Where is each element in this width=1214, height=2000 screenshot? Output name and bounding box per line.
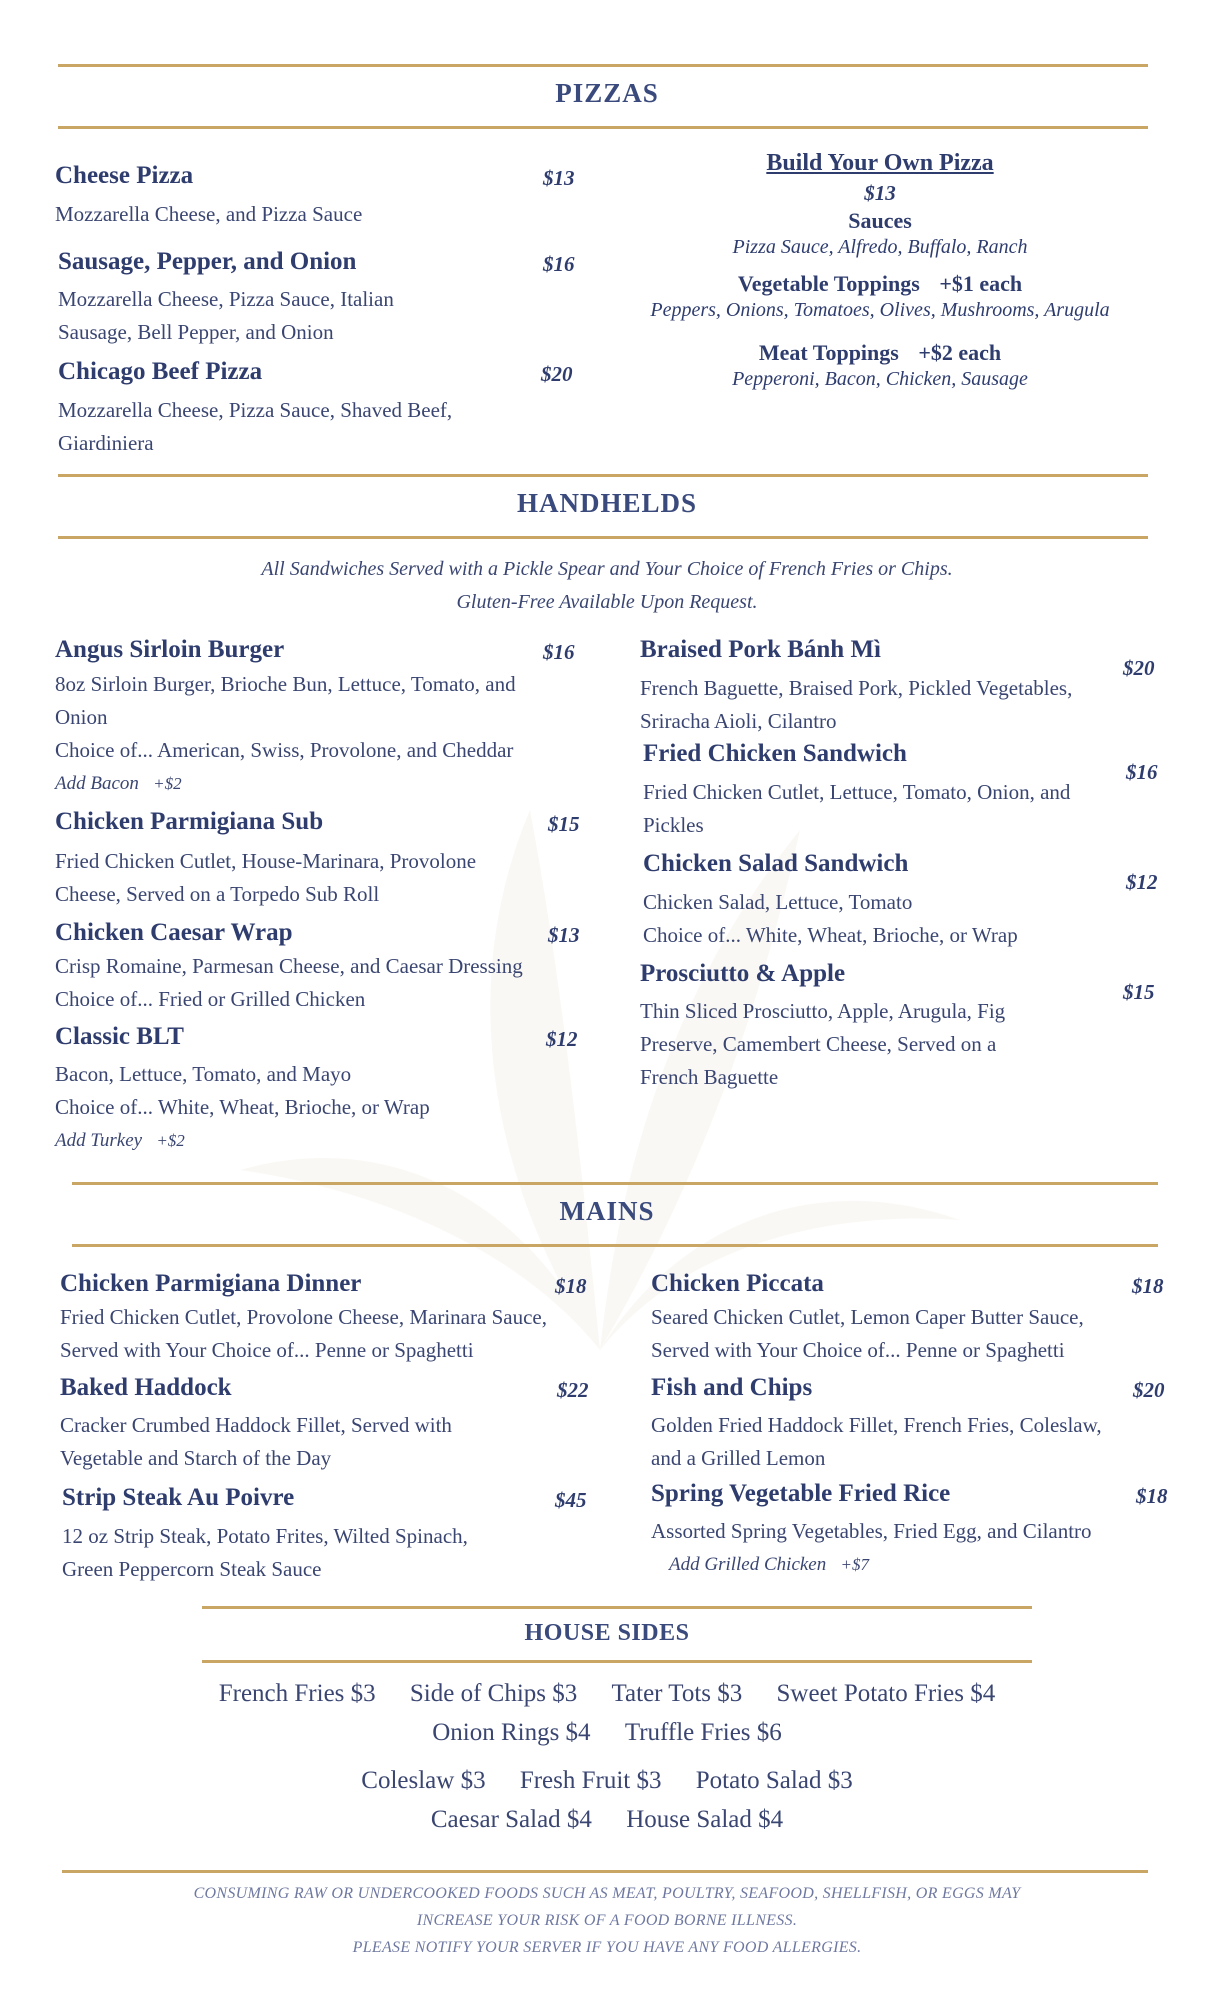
menu-item-name: Spring Vegetable Fried Rice <box>651 1480 951 1507</box>
menu-item-desc: French Baguette, Braised Pork, Pickled Vegetables, Sriracha Aioli, Cilantro <box>640 676 1073 733</box>
menu-item-name: Baked Haddock <box>60 1374 232 1401</box>
menu-item-name: Classic BLT <box>55 1023 184 1050</box>
divider <box>202 1660 1032 1663</box>
menu-item-price: $18 <box>1132 1274 1164 1298</box>
side-item: Sweet Potato Fries $4 <box>776 1680 996 1707</box>
menu-item-price: $13 <box>543 166 575 190</box>
side-item: Coleslaw $3 <box>361 1767 486 1794</box>
allergy-disclaimer: CONSUMING RAW OR UNDERCOOKED FOODS SUCH AS MEAT, POULTRY, SEAFOOD, SHELLFISH, OR EGGS MAY INCREASE YOUR RISK OF A FOOD BORNE ILLNESS. PLEASE NOTIFY YOUR SERVER IF YOU HAVE ANY FOOD ALLERGIES. <box>193 1885 1021 1956</box>
divider <box>58 474 1148 477</box>
sides-row <box>0 1680 1214 1708</box>
menu-item-name: Chicago Beef Pizza <box>58 358 263 385</box>
divider <box>72 1182 1158 1185</box>
build-your-own-panel <box>620 150 1140 391</box>
menu-item-price: $15 <box>548 812 580 836</box>
menu-item-desc: Golden Fried Haddock Fillet, French Fries, Coleslaw, and a Grilled Lemon <box>651 1413 1102 1470</box>
menu-item-desc: Fried Chicken Cutlet, House-Marinara, Provolone Cheese, Served on a Torpedo Sub Roll <box>55 849 477 906</box>
handhelds-note: All Sandwiches Served with a Pickle Spear and Your Choice of French Fries or Chips. Gluten-Free Available Upon Request. <box>261 558 953 613</box>
menu-item-name: Prosciutto & Apple <box>640 960 846 987</box>
sides-row <box>0 1719 1214 1747</box>
divider <box>62 1870 1148 1873</box>
menu-item-price: $18 <box>555 1274 587 1298</box>
menu-item-name: Strip Steak Au Poivre <box>62 1484 295 1511</box>
menu-item-desc: Mozzarella Cheese, Pizza Sauce, Italian Sausage, Bell Pepper, and Onion <box>58 287 394 344</box>
side-item: Fresh Fruit $3 <box>519 1767 662 1794</box>
menu-item-price: $16 <box>1126 760 1158 784</box>
byo-meat-price: +$2 each <box>918 340 1002 365</box>
section-title-pizzas: PIZZAS <box>555 78 659 108</box>
byo-veg-price: +$1 each <box>939 271 1023 296</box>
menu-item-desc: 8oz Sirloin Burger, Brioche Bun, Lettuce, Tomato, and Onion Choice of... American, Swiss, Provolone, and Cheddar Add Bacon +$2 <box>55 672 516 794</box>
menu-item-price: $16 <box>543 640 575 664</box>
byo-sauces-label: Sauces <box>848 208 912 233</box>
byo-sauces: Pizza Sauce, Alfredo, Buffalo, Ranch <box>732 236 1028 258</box>
menu-item-desc: Chicken Salad, Lettuce, Tomato Choice of... White, Wheat, Brioche, or Wrap <box>643 890 1018 947</box>
divider <box>72 1244 1158 1247</box>
side-item: Side of Chips $3 <box>409 1680 578 1707</box>
menu-item-price: $20 <box>1123 656 1155 680</box>
menu-item-price: $20 <box>1133 1378 1165 1402</box>
section-title-mains: MAINS <box>559 1196 655 1226</box>
side-item: House Salad $4 <box>626 1806 784 1833</box>
divider <box>58 64 1148 67</box>
divider <box>58 126 1148 129</box>
menu-item-desc: Mozzarella Cheese, and Pizza Sauce <box>55 202 363 226</box>
divider <box>58 536 1148 539</box>
menu-item-desc: Thin Sliced Prosciutto, Apple, Arugula, Fig Preserve, Camembert Cheese, Served on a French Baguette <box>640 999 1006 1089</box>
menu-item-price: $45 <box>555 1488 587 1512</box>
menu-item-desc: Cracker Crumbed Haddock Fillet, Served with Vegetable and Starch of the Day <box>60 1413 452 1470</box>
menu-item-name: Cheese Pizza <box>55 162 194 189</box>
menu-item-price: $20 <box>541 362 573 386</box>
menu-item-price: $22 <box>557 1378 589 1402</box>
menu-item-name: Fish and Chips <box>651 1374 813 1401</box>
menu-item-desc: Crisp Romaine, Parmesan Cheese, and Caesar Dressing Choice of... Fried or Grilled Chicken <box>55 954 523 1011</box>
menu-item-name: Chicken Parmigiana Dinner <box>60 1270 362 1297</box>
menu-item-desc: Mozzarella Cheese, Pizza Sauce, Shaved Beef, Giardiniera <box>58 398 453 455</box>
side-item: French Fries $3 <box>218 1680 376 1707</box>
sides-row <box>0 1767 1214 1795</box>
side-item: Caesar Salad $4 <box>430 1806 592 1833</box>
byo-meat-label: Meat Toppings <box>758 340 899 365</box>
byo-veg-label: Vegetable Toppings <box>737 271 920 296</box>
menu-item-desc: Bacon, Lettuce, Tomato, and Mayo Choice of... White, Wheat, Brioche, or Wrap Add Turkey +$2 <box>55 1062 430 1151</box>
side-item: Truffle Fries $6 <box>624 1719 782 1746</box>
byo-title: Build Your Own Pizza <box>766 150 994 176</box>
section-title-house-sides: HOUSE SIDES <box>524 1620 690 1646</box>
menu-item-desc: Fried Chicken Cutlet, Provolone Cheese, Marinara Sauce, Served with Your Choice of... Penne or Spaghetti <box>60 1305 547 1362</box>
menu-item-name: Chicken Parmigiana Sub <box>55 808 324 835</box>
menu-item-price: $15 <box>1123 980 1155 1004</box>
menu-item-desc: Fried Chicken Cutlet, Lettuce, Tomato, Onion, and Pickles <box>643 780 1071 837</box>
sides-row <box>0 1806 1214 1834</box>
menu-item-price: $16 <box>543 252 575 276</box>
section-title-handhelds: HANDHELDS <box>516 488 698 518</box>
menu-item-name: Chicken Caesar Wrap <box>55 919 293 946</box>
menu-item-name: Sausage, Pepper, and Onion <box>58 248 357 275</box>
menu-item-desc: Seared Chicken Cutlet, Lemon Caper Butter Sauce, Served with Your Choice of... Penne or Spaghetti <box>651 1305 1084 1362</box>
menu-item-name: Chicken Piccata <box>651 1270 824 1297</box>
menu-item-name: Angus Sirloin Burger <box>55 636 285 663</box>
byo-price: $13 <box>864 181 896 205</box>
menu-item-name: Fried Chicken Sandwich <box>643 740 907 767</box>
side-item: Potato Salad $3 <box>695 1767 853 1794</box>
menu-item-desc: Assorted Spring Vegetables, Fried Egg, and Cilantro Add Grilled Chicken +$7 <box>651 1519 1092 1575</box>
menu-item-name: Braised Pork Bánh Mì <box>640 636 881 663</box>
menu-item-name: Chicken Salad Sandwich <box>643 850 909 877</box>
menu-item-desc: 12 oz Strip Steak, Potato Frites, Wilted Spinach, Green Peppercorn Steak Sauce <box>62 1524 468 1581</box>
menu-item-price: $12 <box>1126 870 1158 894</box>
divider <box>202 1606 1032 1609</box>
menu-item-price: $18 <box>1136 1484 1168 1508</box>
menu-item-price: $13 <box>548 923 580 947</box>
menu-item-price: $12 <box>546 1027 578 1051</box>
side-item: Tater Tots $3 <box>611 1680 743 1707</box>
byo-meat: Pepperoni, Bacon, Chicken, Sausage <box>732 368 1028 390</box>
side-item: Onion Rings $4 <box>432 1719 591 1746</box>
byo-veg: Peppers, Onions, Tomatoes, Olives, Mushrooms, Arugula <box>650 299 1110 321</box>
